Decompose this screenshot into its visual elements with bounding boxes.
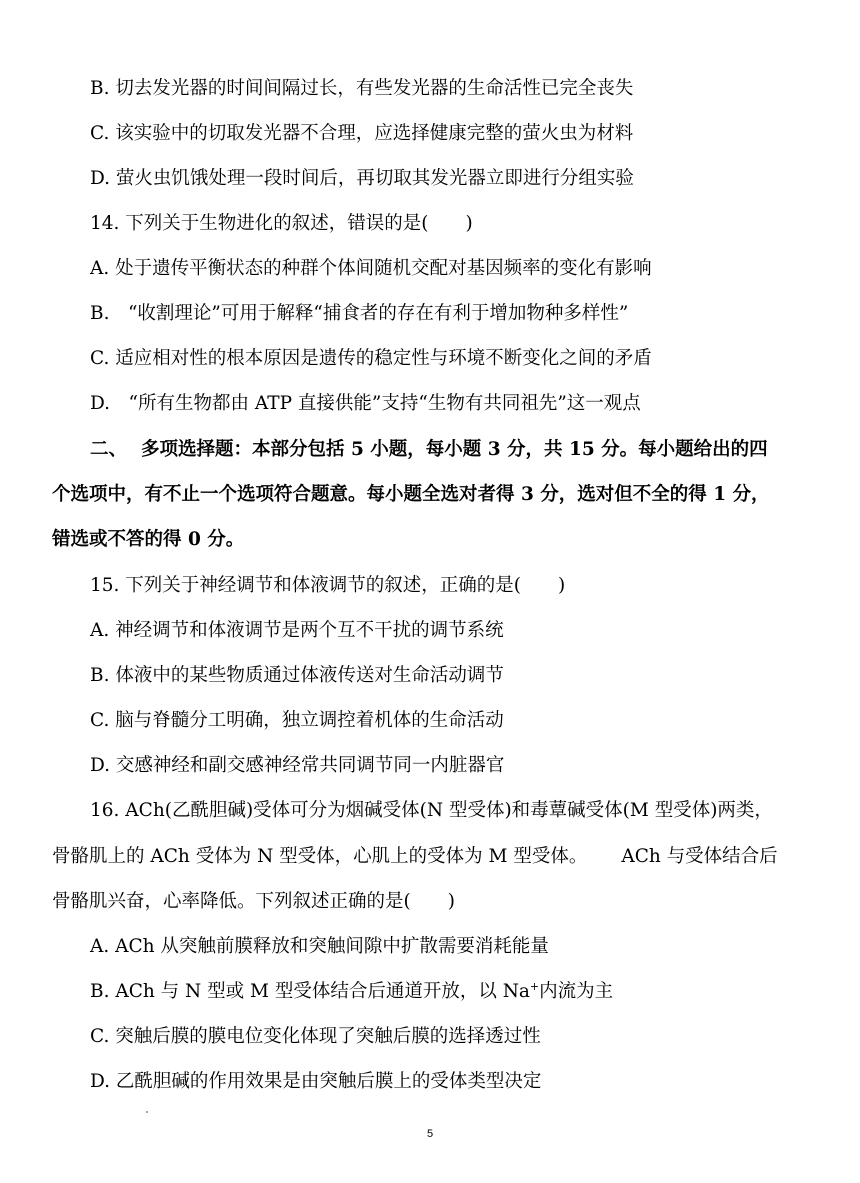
- option-16a: A. ACh 从突触前膜释放和突触间隙中扩散需要消耗能量: [90, 936, 549, 957]
- option-13b: B. 切去发光器的时间间隔过长，有些发光器的生命活性已完全丧失: [90, 78, 634, 99]
- question-14: 14. 下列关于生物进化的叙述，错误的是( ): [90, 213, 473, 234]
- section-instructions-line-3: 错选或不答的得 0 分。: [52, 529, 245, 550]
- section-heading-multi-choice: 二、 多项选择题：本部分包括 5 小题，每小题 3 分，共 15 分。每小题给出的四: [90, 439, 768, 460]
- option-15c: C. 脑与脊髓分工明确，独立调控着机体的生命活动: [90, 710, 504, 731]
- section-instructions-line-2: 个选项中，有不止一个选项符合题意。每小题全选对者得 3 分，选对但不全的得 1 分，: [52, 484, 770, 505]
- option-13c: C. 该实验中的切取发光器不合理，应选择健康完整的萤火虫为材料: [90, 123, 634, 144]
- question-16-line-2: 骨骼肌上的 ACh 受体为 N 型受体，心肌上的受体为 M 型受体。 ACh 与受体结合后: [52, 846, 778, 867]
- option-15b: B. 体液中的某些物质通过体液传送对生命活动调节: [90, 665, 504, 686]
- option-14a: A. 处于遗传平衡状态的种群个体间随机交配对基因频率的变化有影响: [90, 258, 652, 279]
- option-15a: A. 神经调节和体液调节是两个互不干扰的调节系统: [90, 620, 504, 641]
- option-16c: C. 突触后膜的膜电位变化体现了突触后膜的选择透过性: [90, 1026, 541, 1047]
- stray-dot: [146, 1111, 148, 1113]
- option-13d: D. 萤火虫饥饿处理一段时间后，再切取其发光器立即进行分组实验: [90, 168, 634, 189]
- option-14b: B. “收割理论”可用于解释“捕食者的存在有利于增加物种多样性”: [90, 303, 629, 324]
- question-15: 15. 下列关于神经调节和体液调节的叙述，正确的是( ): [90, 575, 566, 596]
- page-number: 5: [426, 1128, 434, 1140]
- option-16d: D. 乙酰胆碱的作用效果是由突触后膜上的受体类型决定: [90, 1071, 542, 1092]
- question-16-line-1: 16. ACh(乙酰胆碱)受体可分为烟碱受体(N 型受体)和毒蕈碱受体(M 型受体)两类，: [90, 800, 773, 821]
- question-16-line-3: 骨骼肌兴奋，心率降低。下列叙述正确的是( ): [52, 891, 455, 912]
- option-16b: B. ACh 与 N 型或 M 型受体结合后通道开放，以 Na+内流为主: [90, 980, 614, 1002]
- option-15d: D. 交感神经和副交感神经常共同调节同一内脏器官: [90, 755, 505, 776]
- option-14c: C. 适应相对性的根本原因是遗传的稳定性与环境不断变化之间的矛盾: [90, 348, 652, 369]
- option-14d: D. “所有生物都由 ATP 直接供能”支持“生物有共同祖先”这一观点: [90, 393, 641, 414]
